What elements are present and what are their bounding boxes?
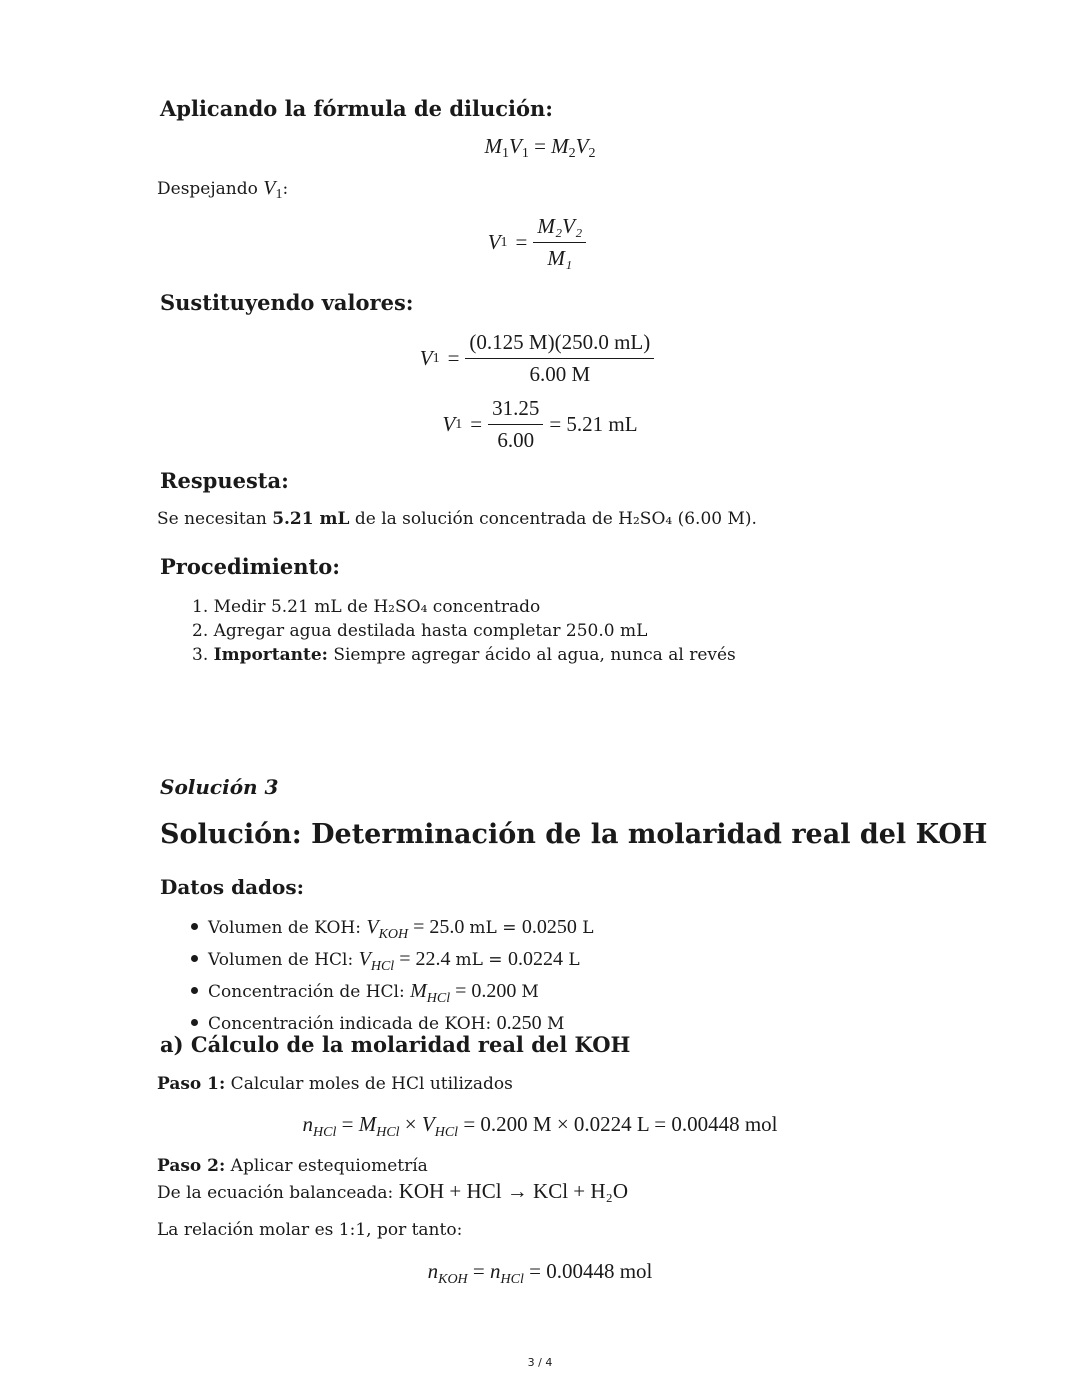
fraction-numerator: M₂V₂	[533, 214, 586, 243]
solution-title: Solución: Determinación de la molaridad real del KOH	[160, 819, 988, 850]
balanced-equation-text: De la ecuación balanceada: KOH + HCl → KCl + H₂O	[157, 1179, 629, 1203]
fraction-numerator: (0.125 M)(250.0 mL)	[465, 330, 654, 359]
bullet-icon	[191, 1019, 198, 1026]
solution-label: Solución 3	[160, 775, 279, 799]
step1-text: Paso 1: Calcular moles de HCl utilizados	[157, 1074, 513, 1094]
list-item: Volumen de HCl: $V_{HCl} = 22.4$ mL = 0.0224 L	[191, 947, 594, 979]
list-item: Concentración de HCl: $M_{HCl} = 0.200$ M	[191, 979, 594, 1011]
substitution-heading: Sustituyendo valores:	[160, 290, 414, 315]
list-item: 3. Importante: Siempre agregar ácido al agua, nunca al revés	[192, 645, 736, 665]
ratio-text: La relación molar es 1:1, por tanto:	[157, 1220, 463, 1240]
dilution-heading: Aplicando la fórmula de dilución:	[160, 96, 554, 121]
procedure-list	[192, 595, 736, 667]
bullet-icon	[191, 955, 198, 962]
list-item: Concentración indicada de KOH: 0.250 M	[191, 1011, 594, 1036]
page-number: 3 / 4	[527, 1356, 553, 1369]
substitution-equation: V 1 = $\frac{(0.125 M)(250.0 mL)}{6.00 M}$	[0, 330, 1080, 387]
list-item: Volumen de KOH: $V_{KOH} = 25.0$ mL = 0.0250 L	[191, 915, 594, 947]
koh-moles-equation: $n_{KOH} = n_{HCl} = 0.00448$ mol	[427, 1259, 653, 1287]
part-a-heading: a) Cálculo de la molaridad real del KOH	[160, 1032, 631, 1057]
moles-equation: $n_{HCl} = M_{HCl} \times V_{HCl} = 0.200$ M × 0.0224 L = 0.00448 mol	[302, 1112, 778, 1140]
fraction-numerator: 31.25	[488, 396, 543, 425]
answer-text: Se necesitan 5.21 mL de la solución concentrada de H₂SO₄ (6.00 M).	[157, 509, 757, 529]
dilution-equation: $M_1V_1 = M_2V_2$	[484, 134, 596, 161]
data-heading: Datos dados:	[160, 875, 305, 899]
step2-text: Paso 2: Aplicar estequiometría	[157, 1156, 428, 1176]
fraction-denominator: 6.00 M	[529, 362, 591, 386]
fraction-denominator: 6.00	[497, 428, 535, 452]
procedure-heading: Procedimiento:	[160, 554, 340, 579]
isolate-v1-equation: V 1 = $\frac{\text{M₂V₂}}{\text{M₁}}$	[0, 214, 1080, 271]
result-equation: V 1 = $\frac{31.25}{6.00}$ = 5.21 mL	[442, 396, 638, 452]
bullet-icon	[191, 923, 198, 930]
list-item: 1. Medir 5.21 mL de H₂SO₄ concentrado	[192, 597, 541, 617]
answer-heading: Respuesta:	[160, 468, 289, 493]
list-item: 2. Agregar agua destilada hasta completar 250.0 mL	[192, 621, 648, 641]
bullet-icon	[191, 987, 198, 994]
fraction-denominator: M₁	[547, 246, 573, 270]
data-list	[191, 915, 594, 1036]
despejando-text: Despejando $V_1$:	[157, 177, 289, 202]
